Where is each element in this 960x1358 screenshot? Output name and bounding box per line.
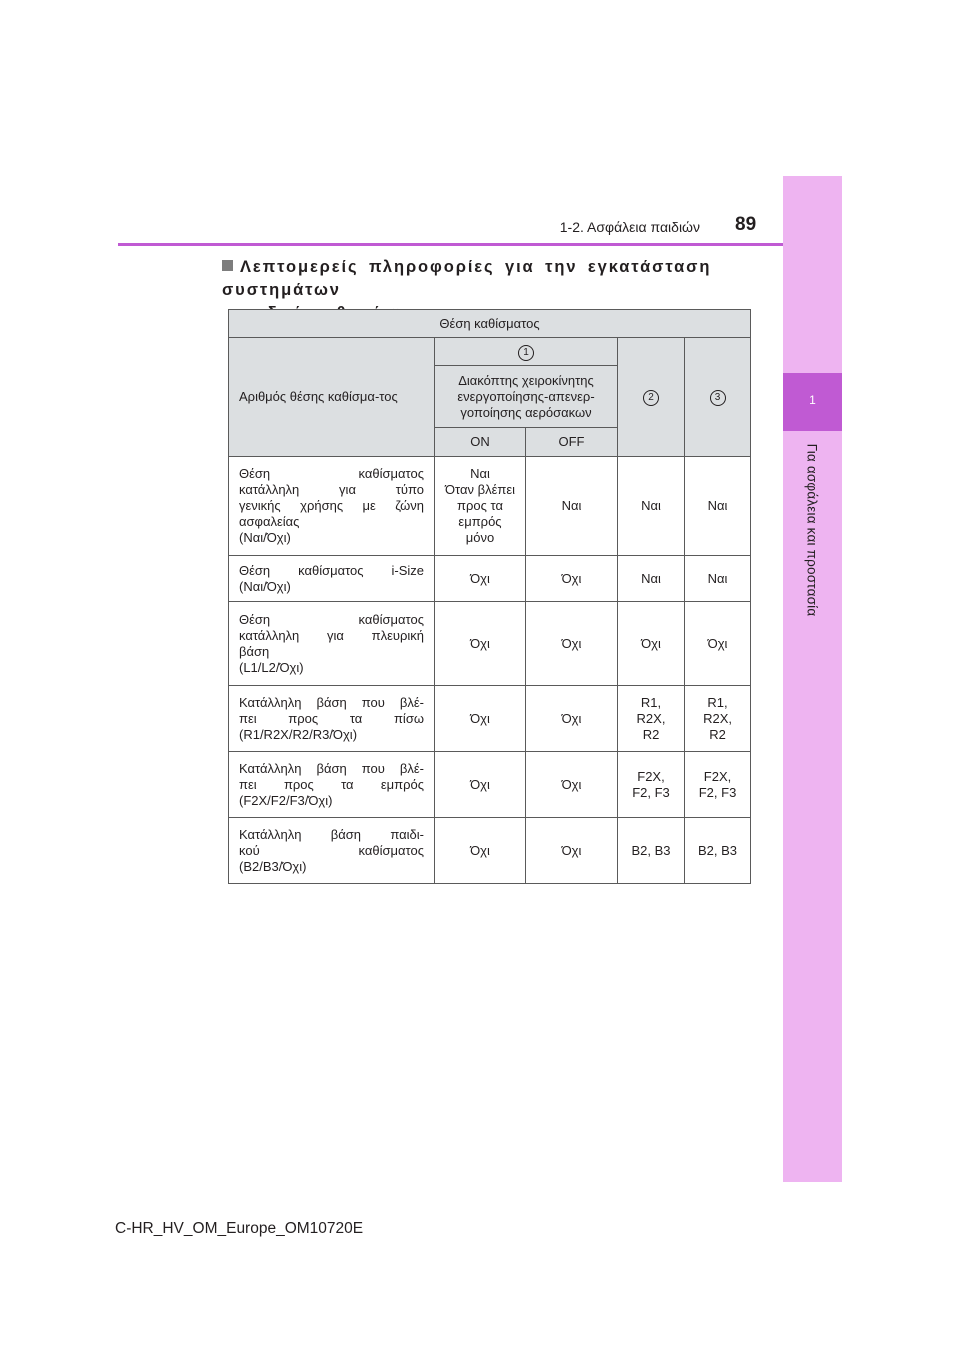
cell-line: B2, B3: [698, 842, 738, 858]
cell-line: Όχι: [561, 776, 582, 792]
cell-line: Όχι: [470, 570, 490, 586]
table-row: [229, 457, 751, 556]
cell-line: Ναι: [561, 498, 582, 513]
chapter-number: 1: [809, 393, 816, 407]
cell-line: Ναι: [641, 570, 661, 586]
switch-on-header: ON: [435, 428, 526, 457]
seat-2-value: [618, 556, 685, 602]
row-label: [229, 818, 435, 884]
seat-3-value: [685, 556, 751, 602]
cell-line: Κατάλληλη βάση παιδι-: [239, 826, 424, 842]
cell-line: Κατάλληλη βάση που βλέ-: [239, 694, 424, 710]
seat-1-header: [435, 338, 618, 366]
cell-line: B2, B3: [631, 842, 671, 858]
cell-line: Όχι: [470, 710, 490, 726]
airbag-switch-header: Διακόπτης χειροκίνητης ενεργοποίησης-απενερ-γοποίησης αερόσακων: [435, 366, 618, 428]
cell-line: Ναι: [641, 498, 661, 513]
seat-3-value: [685, 752, 751, 818]
row-label: [229, 686, 435, 752]
table-row: [229, 686, 751, 752]
switch-on-value: [435, 752, 526, 818]
row-label: [229, 752, 435, 818]
cell-line: R1,: [640, 694, 662, 710]
cell-line: R1,: [707, 694, 728, 710]
switch-on-value: [435, 818, 526, 884]
cell-line: Ναι: [707, 498, 728, 513]
switch-on-value: [435, 556, 526, 602]
circled-number-1: 1: [518, 345, 534, 361]
cell-line: (R1/R2X/R2/R3/Όχι): [239, 726, 358, 742]
cell-line: Όχι: [561, 570, 582, 586]
switch-off-header: OFF: [526, 428, 618, 457]
seat-2-header: [618, 338, 685, 457]
cell-line: R2: [642, 726, 660, 742]
cell-line: γενικής χρήσης με ζώνη: [239, 498, 424, 513]
page-number: 89: [735, 214, 757, 235]
square-bullet-icon: [222, 260, 233, 271]
cell-line: (Ναι/Όχι): [239, 578, 291, 594]
cell-line: Θέση καθίσματος i-Size: [239, 562, 424, 578]
cell-line: F2, F3: [632, 784, 670, 800]
header-divider: [118, 243, 783, 246]
switch-on-value: [435, 686, 526, 752]
seat-number-label: Αριθμός θέσης καθίσμα-τος: [229, 338, 435, 457]
cell-line: Θέση καθίσματος: [239, 611, 424, 627]
seat-2-value: [618, 457, 685, 556]
row-label: [229, 556, 435, 602]
cell-line: R2X,: [636, 710, 666, 726]
row-label: [229, 457, 435, 556]
cell-line: εμπρός: [458, 514, 502, 529]
circled-number-3: 3: [710, 390, 726, 406]
cell-line: κού καθίσματος: [239, 842, 424, 858]
document-id: C-HR_HV_OM_Europe_OM10720E: [115, 1220, 364, 1237]
heading-line-1: Λεπτομερείς πληροφορίες για την εγκατάσταση συστημάτων: [222, 258, 712, 299]
cell-line: Όχι: [641, 635, 661, 651]
seat-3-header: [685, 338, 751, 457]
cell-line: F2X,: [637, 768, 665, 784]
cell-line: R2X,: [703, 710, 732, 726]
seat-2-value: [618, 752, 685, 818]
cell-line: Όταν βλέπει: [444, 482, 516, 497]
circled-number-2: 2: [643, 390, 659, 406]
cell-line: Όχι: [707, 635, 728, 651]
switch-off-value: [526, 556, 618, 602]
cell-line: ασφαλείας: [239, 514, 300, 529]
cell-line: Ναι: [470, 466, 490, 481]
seat-3-value: [685, 602, 751, 686]
switch-off-value: [526, 752, 618, 818]
cell-line: μόνο: [465, 530, 495, 545]
cell-line: R2: [709, 726, 726, 742]
switch-off-value: [526, 686, 618, 752]
cell-line: Θέση καθίσματος: [239, 466, 424, 481]
cell-line: κατάλληλη για τύπο: [239, 482, 424, 497]
switch-off-value: [526, 457, 618, 556]
table-row: [229, 752, 751, 818]
row-label: [229, 602, 435, 686]
switch-on-value: [435, 457, 526, 556]
chapter-side-tab: [783, 176, 842, 1182]
seat-position-header: Θέση καθίσματος: [229, 310, 751, 338]
switch-off-value: [526, 818, 618, 884]
switch-on-value: [435, 602, 526, 686]
cell-line: Όχι: [561, 710, 582, 726]
seat-3-value: [685, 686, 751, 752]
seat-2-value: [618, 686, 685, 752]
cell-line: πει προς τα πίσω: [239, 710, 424, 726]
cell-line: Κατάλληλη βάση που βλέ-: [239, 760, 424, 776]
seat-3-value: [685, 457, 751, 556]
section-title: 1-2. Ασφάλεια παιδιών: [559, 219, 700, 235]
seat-2-value: [618, 602, 685, 686]
cell-line: Όχι: [470, 842, 490, 858]
cell-line: (B2/B3/Όχι): [239, 858, 307, 874]
cell-line: κατάλληλη για πλευρική: [239, 627, 424, 643]
cell-line: F2X,: [703, 768, 732, 784]
cell-line: Ναι: [707, 570, 728, 586]
chapter-title: Για ασφάλεια και προστασία: [804, 443, 820, 617]
cell-line: προς τα: [457, 498, 503, 513]
switch-off-value: [526, 602, 618, 686]
table-row: [229, 818, 751, 884]
cell-line: πει προς τα εμπρός: [239, 776, 424, 792]
child-seat-table: [228, 309, 751, 884]
cell-line: Όχι: [561, 842, 582, 858]
cell-line: (L1/L2/Όχι): [239, 659, 304, 675]
cell-line: Όχι: [470, 635, 490, 651]
seat-2-value: [618, 818, 685, 884]
cell-line: (F2X/F2/F3/Όχι): [239, 792, 333, 808]
cell-line: Όχι: [561, 635, 582, 651]
seat-3-value: [685, 818, 751, 884]
table-row: [229, 602, 751, 686]
table-row: [229, 556, 751, 602]
cell-line: Όχι: [470, 776, 490, 792]
cell-line: (Ναι/Όχι): [239, 530, 291, 545]
cell-line: F2, F3: [698, 784, 737, 800]
cell-line: βάση: [239, 643, 270, 659]
